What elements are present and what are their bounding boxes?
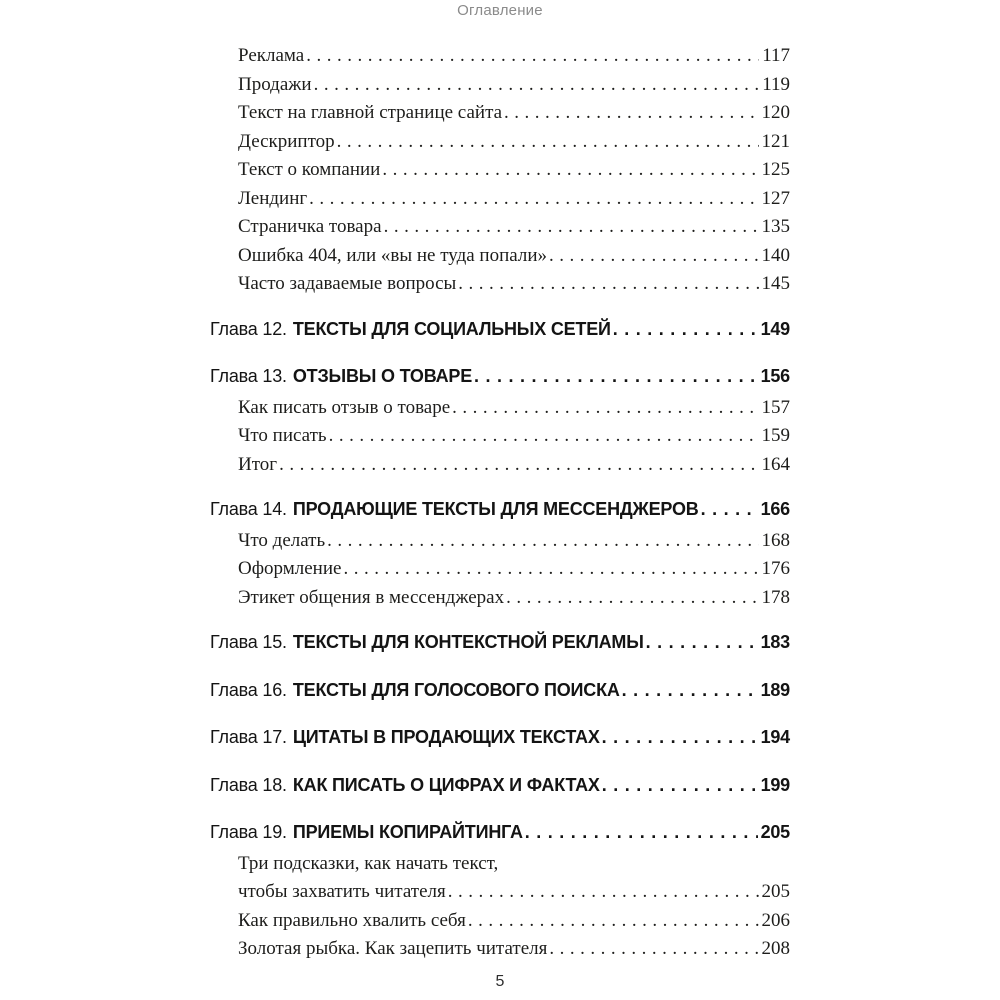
- dot-leader: [327, 527, 758, 556]
- chapter-title-label: ОТЗЫВЫ О ТОВАРЕ: [292, 366, 473, 386]
- chapter-number-label: Глава 19.: [210, 822, 287, 842]
- page-title: Оглавление: [457, 2, 543, 19]
- page-ref: 164: [761, 453, 790, 475]
- toc-chapter-entry: [210, 676, 790, 705]
- toc-entry: [210, 584, 790, 613]
- entry-label: Этикет общения в мессенджерах: [238, 586, 505, 608]
- entry-label: Что делать: [238, 529, 326, 551]
- dot-leader: [549, 935, 758, 964]
- dot-leader: [468, 907, 759, 936]
- toc-entry: [210, 156, 790, 185]
- toc-entry: [210, 935, 790, 964]
- page-ref: 208: [761, 938, 790, 959]
- page-ref: 199: [760, 774, 790, 795]
- toc-entry-continuation: [210, 878, 790, 907]
- page-ref: 119: [762, 73, 790, 95]
- dot-leader: [474, 362, 758, 391]
- entry-label: Три подсказки, как начать текст,: [238, 852, 499, 874]
- toc-entry: [210, 185, 790, 214]
- dot-leader: [279, 451, 758, 480]
- chapter-title-label: КАК ПИСАТЬ О ЦИФРАХ И ФАКТАХ: [292, 774, 600, 795]
- toc-entry: [210, 555, 790, 584]
- dot-leader: [384, 213, 759, 242]
- chapter-number-label: Глава 13.: [210, 366, 287, 386]
- page-ref: 205: [760, 822, 790, 842]
- page-ref: 205: [761, 881, 790, 902]
- page-ref: 140: [761, 244, 790, 266]
- dot-leader: [646, 628, 758, 657]
- toc-entry: [210, 213, 790, 242]
- toc-chapter-entry: [210, 495, 790, 524]
- dot-leader: [306, 42, 759, 71]
- entry-label: Как правильно хвалить себя: [238, 909, 466, 931]
- chapter-title-label: ТЕКСТЫ ДЛЯ КОНТЕКСТНОЙ РЕКЛАМЫ: [292, 632, 644, 652]
- dot-leader: [622, 676, 758, 705]
- toc-entry: [210, 99, 790, 128]
- toc-entry: [210, 850, 790, 879]
- chapter-number-label: Глава 18.: [210, 774, 287, 795]
- dot-leader: [448, 878, 759, 907]
- page-ref: 183: [760, 632, 790, 652]
- page-ref: 166: [760, 499, 790, 519]
- entry-label: Продажи: [238, 73, 312, 95]
- dot-leader: [337, 128, 759, 157]
- folio-page-number: 5: [495, 973, 505, 990]
- entry-label: Что писать: [238, 425, 327, 446]
- dot-leader: [602, 771, 758, 800]
- dot-leader: [452, 394, 758, 423]
- toc-entry: [210, 907, 790, 936]
- entry-label: чтобы захватить читателя: [238, 881, 446, 902]
- toc-chapter-entry: [210, 628, 790, 657]
- entry-label: Как писать отзыв о товаре: [238, 396, 451, 418]
- dot-leader: [458, 270, 758, 299]
- toc-entry: [210, 242, 790, 271]
- chapter-title-label: ТЕКСТЫ ДЛЯ ГОЛОСОВОГО ПОИСКА: [292, 679, 620, 700]
- entry-label: Итог: [238, 453, 278, 475]
- dot-leader: [329, 422, 759, 451]
- page-ref: 125: [761, 159, 790, 180]
- page-ref: 149: [760, 318, 790, 339]
- toc-chapter-entry: [210, 362, 790, 391]
- chapter-title-label: ТЕКСТЫ ДЛЯ СОЦИАЛЬНЫХ СЕТЕЙ: [292, 318, 611, 339]
- chapter-number-label: Глава 17.: [210, 727, 287, 747]
- toc-chapter-entry: [210, 818, 790, 847]
- chapter-number-label: Глава 14.: [210, 499, 287, 519]
- entry-label: Текст о компании: [238, 159, 381, 180]
- entry-label: Оформление: [238, 558, 342, 579]
- page-ref: 120: [761, 102, 790, 123]
- dot-leader: [506, 584, 758, 613]
- page-ref: 168: [761, 529, 790, 551]
- toc-entry: [210, 451, 790, 480]
- dot-leader: [343, 555, 758, 584]
- toc-entry: [210, 128, 790, 157]
- page-ref: 121: [761, 130, 790, 152]
- entry-label: Золотая рыбка. Как зацепить читателя: [238, 938, 548, 959]
- entry-label: Ошибка 404, или «вы не туда попали»: [238, 244, 548, 266]
- toc-entry: [210, 394, 790, 423]
- chapter-number-label: Глава 15.: [210, 632, 287, 652]
- page-ref: 176: [761, 558, 790, 579]
- toc-entry: [210, 527, 790, 556]
- dot-leader: [549, 242, 758, 271]
- page-ref: 159: [761, 425, 790, 446]
- chapter-number-label: Глава 12.: [210, 318, 287, 339]
- page-ref: 194: [760, 727, 790, 747]
- page-ref: 156: [760, 366, 790, 386]
- table-of-contents: [210, 42, 790, 964]
- toc-chapter-entry: [210, 723, 790, 752]
- page-ref: 117: [762, 45, 790, 66]
- entry-label: Страничка товара: [238, 216, 382, 237]
- chapter-title-label: ПРИЕМЫ КОПИРАЙТИНГА: [292, 822, 523, 842]
- entry-label: Часто задаваемые вопросы: [238, 273, 457, 294]
- dot-leader: [602, 723, 758, 752]
- page-ref: 157: [761, 396, 790, 418]
- dot-leader: [309, 185, 758, 214]
- dot-leader: [504, 99, 758, 128]
- chapter-title-label: ЦИТАТЫ В ПРОДАЮЩИХ ТЕКСТАХ: [292, 727, 600, 747]
- toc-chapter-entry: [210, 315, 790, 344]
- dot-leader: [613, 315, 758, 344]
- entry-label: Дескриптор: [238, 130, 335, 152]
- page-ref: 189: [760, 679, 790, 700]
- dot-leader: [525, 818, 758, 847]
- page-ref: 145: [761, 273, 790, 294]
- page-ref: 178: [761, 586, 790, 608]
- entry-label: Текст на главной странице сайта: [238, 102, 503, 123]
- page-ref: 206: [761, 909, 790, 931]
- toc-chapter-entry: [210, 771, 790, 800]
- dot-leader: [314, 71, 760, 100]
- toc-entry: [210, 71, 790, 100]
- dot-leader: [382, 156, 758, 185]
- entry-label: Реклама: [238, 45, 305, 66]
- page-ref: 127: [761, 187, 790, 209]
- entry-label: Лендинг: [238, 187, 308, 209]
- page-ref: 135: [761, 216, 790, 237]
- chapter-number-label: Глава 16.: [210, 679, 287, 700]
- dot-leader: [701, 495, 758, 524]
- toc-entry: [210, 270, 790, 299]
- toc-entry: [210, 422, 790, 451]
- toc-entry: [210, 42, 790, 71]
- chapter-title-label: ПРОДАЮЩИЕ ТЕКСТЫ ДЛЯ МЕССЕНДЖЕРОВ: [292, 499, 699, 519]
